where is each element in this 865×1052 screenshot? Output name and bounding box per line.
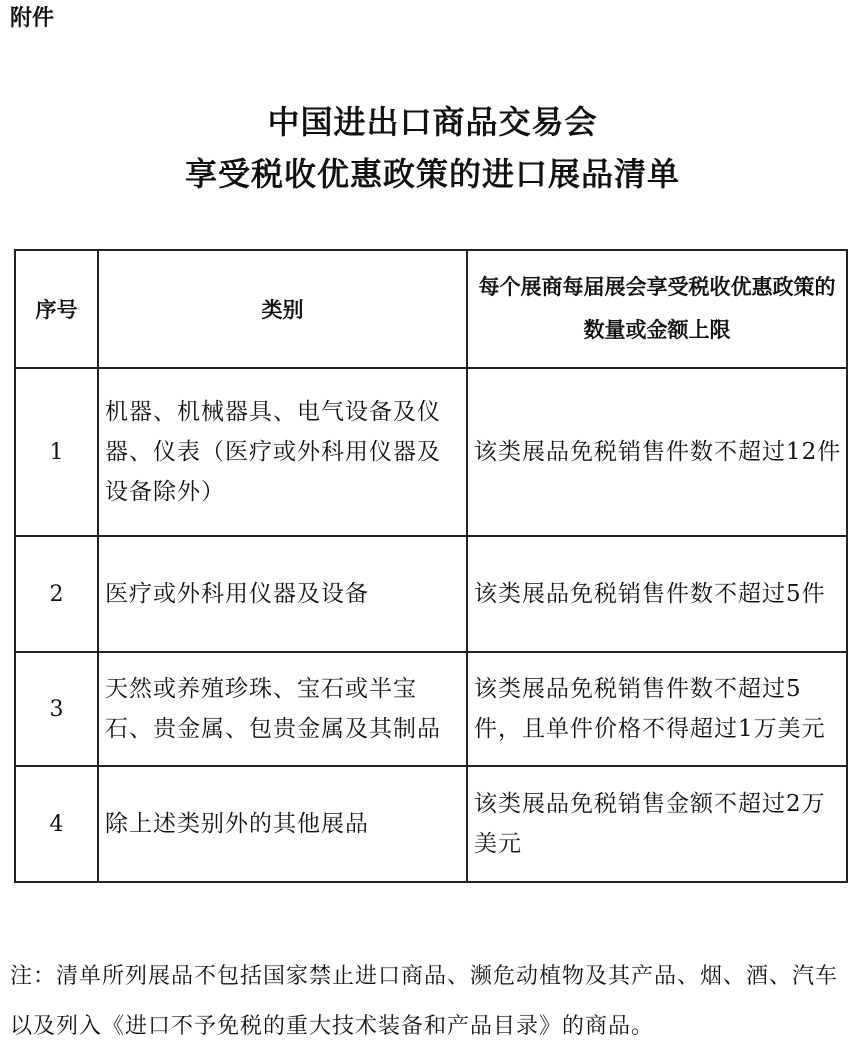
row-category: 机器、机械器具、电气设备及仪器、仪表（医疗或外科用仪器及设备除外） [98,368,467,536]
row-category: 医疗或外科用仪器及设备 [98,536,467,652]
row-category: 天然或养殖珍珠、宝石或半宝石、贵金属、包贵金属及其制品 [98,652,467,766]
table-row [15,652,847,766]
document-title-line-2: 享受税收优惠政策的进口展品清单 [184,155,680,193]
row-category: 除上述类别外的其他展品 [98,766,467,882]
table-row [15,368,847,536]
table-row [15,536,847,652]
attachment-label: 附件 [10,6,55,31]
row-limit: 该类展品免税销售件数不超过12件 [467,368,847,536]
document-title-line-1: 中国进出口商品交易会 [267,103,598,141]
row-limit: 该类展品免税销售件数不超过5件，且单件价格不得超过1万美元 [467,652,847,766]
row-serial-number: 3 [15,652,98,766]
header-serial-number: 序号 [15,250,98,368]
header-category: 类别 [98,250,467,368]
row-limit: 该类展品免税销售金额不超过2万美元 [467,766,847,882]
row-limit: 该类展品免税销售件数不超过5件 [467,536,847,652]
header-limit: 每个展商每届展会享受税收优惠政策的数量或金额上限 [467,250,847,368]
row-serial-number: 4 [15,766,98,882]
row-serial-number: 1 [15,368,98,536]
footnote: 注：清单所列展品不包括国家禁止进口商品、濒危动植物及其产品、烟、酒、汽车以及列入《进口不予免税的重大技术装备和产品目录》的商品。 [10,964,839,1039]
table-row [15,766,847,882]
table-header-row [15,250,847,368]
row-serial-number: 2 [15,536,98,652]
exhibit-list-table [14,249,848,883]
